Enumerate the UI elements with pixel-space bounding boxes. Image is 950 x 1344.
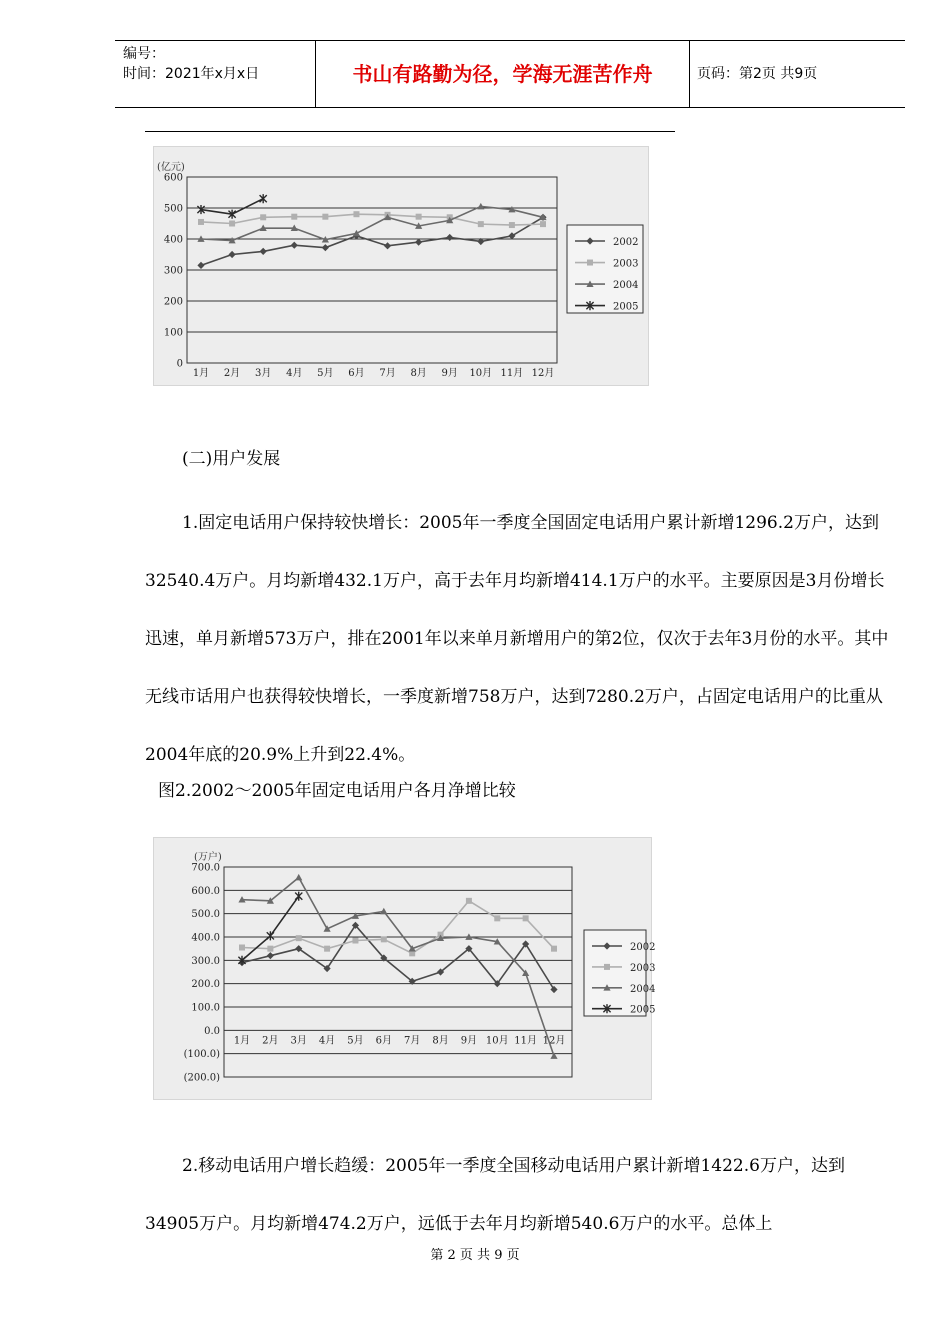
- data-point-2002: [384, 242, 391, 249]
- data-point-2002: [550, 986, 557, 993]
- data-point-2002: [446, 234, 453, 241]
- y-tick-label: 200.0: [191, 979, 220, 991]
- series-line-2002: [242, 925, 554, 989]
- data-point-2002: [322, 244, 329, 251]
- x-tick-label: 10月: [485, 1035, 509, 1047]
- y-tick-label: 700.0: [191, 862, 220, 874]
- data-point-2002: [228, 251, 235, 258]
- data-point-2003: [267, 946, 273, 952]
- header-time-label: 时间：2021年x月x日: [123, 66, 260, 82]
- revenue-chart-svg: [154, 147, 648, 385]
- paragraph-fixed-line-users: 1.固定电话用户保持较快增长：2005年一季度全国固定电话用户累计新增1296.2万户，达到32540.4万户。月均新增432.1万户，高于去年月均新增414.1万户的水平。主要原因是3月份增长迅速，单月新增573万户，排在2001年以来单月新增用户的第2位，仅次于去年3月份的水平。其中无线市话用户也获得较快增长，一季度新增758万户，达到7280.2万户，占固定电话用户的比重从2004年底的20.9%上升到22.4%。: [145, 513, 889, 765]
- data-point-2005: [267, 931, 274, 940]
- header-bottom-rule: [115, 107, 905, 108]
- header-motto: 书山有路勤为径，学海无涯苦作舟: [352, 62, 653, 86]
- x-tick-label: 2月: [223, 368, 241, 379]
- legend-label-2004: 2004: [613, 280, 639, 292]
- y-tick-label: 500: [163, 203, 183, 215]
- x-tick-label: 8月: [432, 1035, 449, 1047]
- data-point-2003: [466, 898, 472, 904]
- fixed-line-growth-chart-svg: [154, 838, 656, 1099]
- paragraph-mobile-users: 2.移动电话用户增长趋缓：2005年一季度全国移动电话用户累计新增1422.6万户，达到34905万户。月均新增474.2万户，远低于去年月均新增540.6万户的水平。总体上: [145, 1156, 845, 1234]
- data-point-2003: [381, 936, 387, 942]
- x-tick-label: 3月: [254, 368, 272, 379]
- x-tick-label: 1月: [233, 1035, 251, 1047]
- y-tick-label: 300.0: [191, 955, 220, 967]
- series-line-2003: [201, 214, 543, 225]
- header-number-label: 编号：: [123, 46, 165, 62]
- data-point-2002: [415, 239, 422, 246]
- data-point-2003: [494, 915, 500, 921]
- y-tick-label: 0.0: [204, 1025, 220, 1037]
- header-meta: [123, 44, 259, 84]
- legend-label-2005: 2005: [630, 1004, 656, 1016]
- x-tick-label: 6月: [348, 368, 365, 379]
- data-point-2005: [295, 892, 302, 901]
- data-point-2003: [198, 219, 204, 225]
- data-point-2003: [540, 221, 546, 227]
- x-tick-label: 6月: [375, 1035, 393, 1047]
- data-point-2003: [478, 221, 484, 227]
- x-tick-label: 7月: [403, 1035, 421, 1047]
- section-title: (二)用户发展: [182, 449, 281, 469]
- data-point-2002: [291, 242, 298, 249]
- legend-label-2003: 2003: [630, 962, 656, 974]
- x-tick-label: 4月: [318, 1035, 336, 1047]
- data-point-2003: [509, 222, 515, 228]
- x-tick-label: 9月: [441, 368, 458, 379]
- data-point-2003: [324, 946, 330, 952]
- revenue-chart: [153, 146, 649, 386]
- data-point-2002: [267, 952, 274, 959]
- x-tick-label: 1月: [192, 368, 210, 379]
- x-tick-label: 3月: [290, 1035, 307, 1047]
- fixed-line-growth-chart: [153, 837, 656, 1100]
- x-tick-label: 8月: [410, 368, 427, 379]
- data-point-2003: [416, 214, 422, 220]
- x-tick-label: 12月: [542, 1035, 566, 1047]
- y-tick-label: 400.0: [191, 932, 220, 944]
- y-tick-label: 600.0: [191, 885, 220, 897]
- data-point-2003: [229, 221, 235, 227]
- legend-label-2003: 2003: [613, 258, 639, 270]
- legend-marker-2003: [587, 260, 593, 266]
- data-point-2002: [508, 232, 515, 239]
- y-unit-label: (万户): [194, 852, 222, 863]
- x-tick-label: 7月: [379, 368, 396, 379]
- data-point-2005: [260, 194, 267, 203]
- y-tick-label: 400: [163, 234, 183, 246]
- y-unit-label: (亿元): [157, 162, 185, 173]
- x-tick-label: 11月: [500, 368, 524, 379]
- legend-label-2005: 2005: [613, 301, 639, 313]
- data-point-2003: [353, 211, 359, 217]
- data-point-2003: [352, 938, 358, 944]
- series-line-2004: [242, 878, 554, 1057]
- separator-line: [145, 131, 675, 132]
- data-point-2004: [295, 874, 302, 880]
- x-tick-label: 9月: [460, 1035, 478, 1047]
- y-tick-label: 300: [163, 265, 183, 277]
- y-tick-label: 500.0: [191, 909, 220, 921]
- legend-label-2002: 2002: [630, 942, 656, 953]
- data-point-2002: [260, 248, 267, 255]
- data-point-2003: [551, 946, 557, 952]
- y-tick-label: (100.0): [183, 1049, 220, 1061]
- data-point-2004: [353, 230, 360, 236]
- y-tick-label: 100: [163, 327, 183, 339]
- x-tick-label: 5月: [317, 368, 334, 379]
- legend-label-2004: 2004: [630, 983, 656, 995]
- x-tick-label: 2月: [262, 1035, 279, 1047]
- data-point-2003: [260, 214, 266, 220]
- y-tick-label: 0: [176, 358, 183, 370]
- y-tick-label: 200: [163, 296, 183, 308]
- legend-label-2002: 2002: [613, 237, 639, 248]
- figure2-caption: 图2.2002～2005年固定电话用户各月净增比较: [158, 781, 516, 801]
- y-tick-label: (200.0): [183, 1072, 220, 1084]
- header-top-rule: [115, 40, 905, 41]
- x-tick-label: 12月: [531, 368, 555, 379]
- data-point-2003: [239, 945, 245, 951]
- y-tick-label: 600: [163, 172, 183, 184]
- legend-marker-2003: [604, 964, 610, 970]
- header-page-label: 页码：第2页 共9页: [697, 66, 818, 82]
- data-point-2002: [197, 262, 204, 269]
- page-footer: 第 2 页 共 9 页: [430, 1248, 520, 1263]
- x-tick-label: 10月: [469, 368, 493, 379]
- header-divider-right: [689, 40, 690, 107]
- x-tick-label: 4月: [286, 368, 303, 379]
- data-point-2003: [523, 915, 529, 921]
- x-tick-label: 11月: [514, 1035, 538, 1047]
- x-tick-label: 5月: [347, 1035, 364, 1047]
- y-tick-label: 100.0: [191, 1002, 220, 1014]
- data-point-2003: [291, 214, 297, 220]
- data-point-2003: [296, 935, 302, 941]
- series-line-2004: [201, 206, 543, 240]
- data-point-2003: [322, 214, 328, 220]
